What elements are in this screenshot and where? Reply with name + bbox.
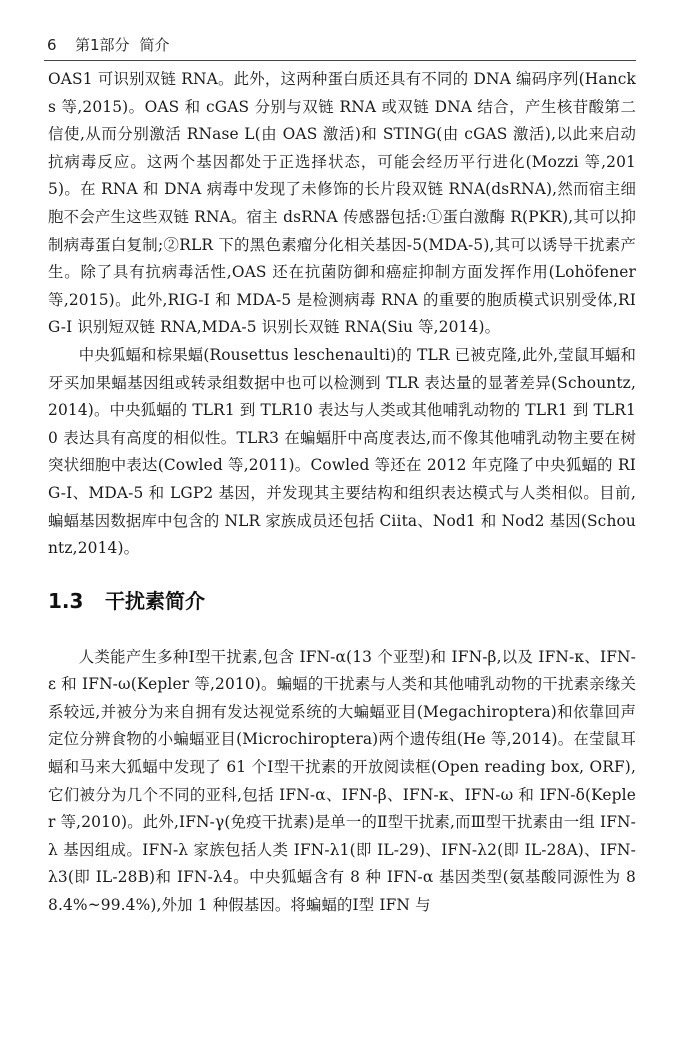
page-number: 6	[47, 36, 57, 54]
chapter-label: 简介	[139, 36, 170, 54]
paragraph-interferon: 人类能产生多种Ⅰ型干扰素,包含 IFN-α(13 个亚型)和 IFN-β,以及 IFN-κ、IFN-ε 和 IFN-ω(Kepler 等,2010)。蝙蝠的干扰素与人类和其他哺乳动物的干扰素亲缘关系较远,并被分为来自拥有发达视觉系统的大蝙蝠亚目(Megachiroptera)和依靠回声定位分辨食物的小蝙蝠亚目(Microchiroptera)两个遗传组(He 等,2014)。在莹鼠耳蝠和马来大狐蝠中发现了 61 个Ⅰ型干扰素的开放阅读框(Open reading box, ORF),它们被分为几个不同的亚科,包括 IFN-α、IFN-β、IFN-κ、IFN-ω 和 IFN-δ(Kepler 等,2010)。此外,IFN-γ(免疫干扰素)是单一的Ⅱ型干扰素,而Ⅲ型干扰素由一组 IFN-λ 基因组成。IFN-λ 家族包括人类 IFN-λ1(即 IL-29)、IFN-λ2(即 IL-28A)、IFN-λ3(即 IL-28B)和 IFN-λ4。中央狐蝠含有 8 种 IFN-α 基因类型(氨基酸同源性为 88.4%~99.4%),外加 1 种假基因。将蝙蝠的Ⅰ型 IFN 与	[48, 647, 636, 915]
section-spacer	[48, 619, 636, 644]
part-label: 第1部分	[75, 36, 130, 54]
section-title: 干扰素简介	[105, 588, 205, 613]
paragraph-oas-rig: OAS1 可识别双链 RNA。此外，这两种蛋白质还具有不同的 DNA 编码序列(Hancks 等,2015)。OAS 和 cGAS 分别与双链 RNA 或双链 DNA 结合，产生核苷酸第二信使,从而分别激活 RNase L(由 OAS 激活)和 STING(由 cGAS 激活),以此来启动抗病毒反应。这两个基因都处于正选择状态，可能会经历平行进化(Mozzi 等,2015)。在 RNA 和 DNA 病毒中发现了未修饰的长片段双链 RNA(dsRNA),然而宿主细胞不会产生这些双链 RNA。宿主 dsRNA 传感器包括:①蛋白激酶 R(PKR),其可以抑制病毒蛋白复制;②RLR 下的黑色素瘤分化相关基因-5(MDA-5),其可以诱导干扰素产生。除了具有抗病毒活性,OAS 还在抗菌防御和癌症抑制方面发挥作用(Lohöfener 等,2015)。此外,RIG-I 和 MDA-5 是检测病毒 RNA 的重要的胞质模式识别受体,RIG-I 识别短双链 RNA,MDA-5 识别长双链 RNA(Siu 等,2014)。	[48, 70, 636, 337]
section-number: 1.3	[48, 588, 84, 613]
body-text	[48, 66, 636, 920]
paragraph-tlr: 中央狐蝠和棕果蝠(Rousettus leschenaulti)的 TLR 已被克隆,此外,莹鼠耳蝠和牙买加果蝠基因组或转录组数据中也可以检测到 TLR 表达量的显著差异(Schountz,2014)。中央狐蝠的 TLR1 到 TLR10 表达与人类或其他哺乳动物的 TLR1 到 TLR10 表达具有高度的相似性。TLR3 在蝙蝠肝中高度表达,而不像其他哺乳动物主要在树突状细胞中表达(Cowled 等,2011)。Cowled 等还在 2012 年克隆了中央狐蝠的 RIG-I、MDA-5 和 LGP2 基因，并发现其主要结构和组织表达模式与人类相似。目前,蝙蝠基因数据库中包含的 NLR 家族成员还包括 Ciita、Nod1 和 Nod2 基因(Schountz,2014)。	[48, 345, 636, 558]
section-heading	[48, 584, 636, 619]
header-divider	[44, 60, 636, 61]
running-head	[47, 34, 634, 56]
